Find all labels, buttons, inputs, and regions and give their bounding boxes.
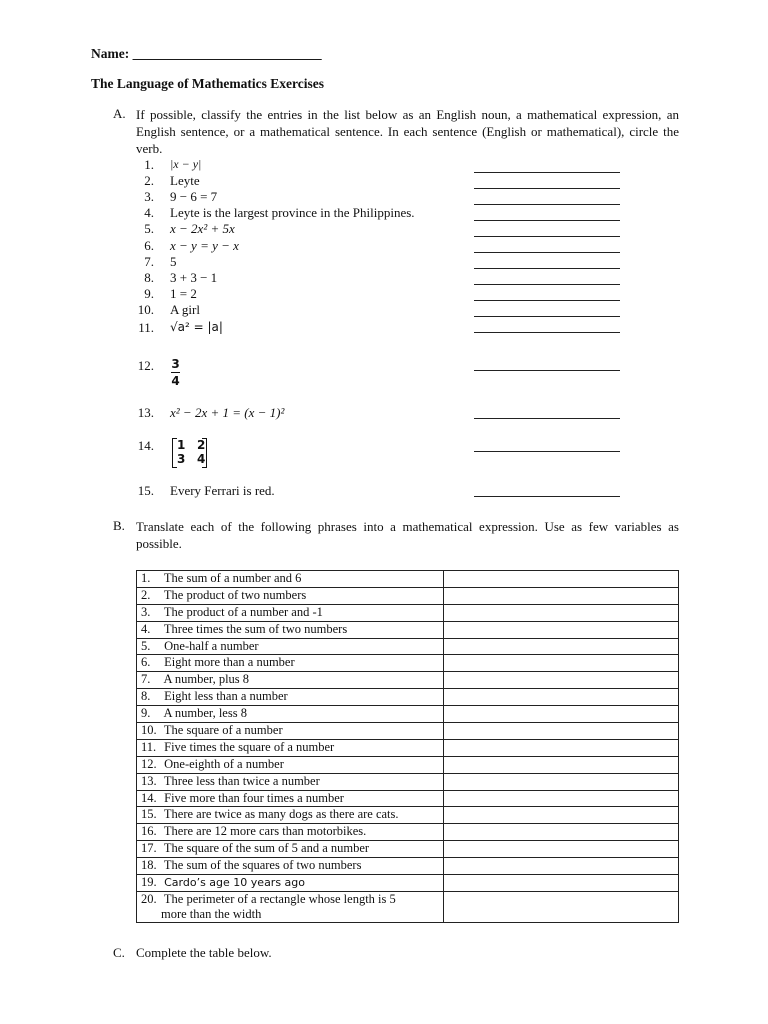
answer-line[interactable] [474,188,620,189]
matrix-cell: 4 [197,452,206,466]
answer-cell[interactable] [444,790,679,807]
matrix-cell: 1 [177,438,186,452]
fraction [171,357,180,389]
row-number: 1. [141,571,151,585]
answer-line[interactable] [474,332,620,333]
name-label: Name: ____________________________ [91,46,322,61]
phrase-text: A number, plus 8 [163,672,250,687]
phrase-text: Cardo’s age 10 years ago [164,876,306,890]
item-text: x² − 2x + 1 = (x − 1)² [170,405,285,420]
row-number: 18. [141,858,157,873]
item-number: 15. [137,483,154,498]
item-number: 9. [144,286,154,301]
row-number: 17. [141,841,157,856]
answer-line[interactable] [474,204,620,205]
phrase-cell [137,756,444,773]
phrase-cell [137,875,444,892]
page-title: The Language of Mathematics Exercises [91,76,324,91]
item-text: Leyte [170,173,200,188]
answer-cell[interactable] [444,773,679,790]
table-row [137,790,679,807]
row-number: 11. [141,739,157,754]
phrase-cell [137,858,444,875]
table-row [137,891,679,922]
item-text: A girl [170,302,200,317]
table-row [137,824,679,841]
item-number: 7. [144,254,154,269]
row-number: 2. [141,587,151,602]
answer-line[interactable] [474,172,620,173]
item-text: x − 2x² + 5x [170,221,235,236]
row-number: 9. [141,706,151,721]
row-number: 3. [141,604,151,619]
answer-line[interactable] [474,451,620,452]
phrase-text: The square of the sum of 5 and a number [163,841,370,856]
section-a-instructions: If possible, classify the entries in the list below as an English noun, a mathematical expression, an English sentence, or a mathematical sentence. In each sentence (English or mathematical), circle the verb. [136,107,679,156]
phrase-cell [137,638,444,655]
phrase-text: One-eighth of a number [164,756,284,771]
item-number: 5. [144,221,154,236]
row-number: 20. [141,891,157,906]
answer-cell[interactable] [444,706,679,723]
phrase-text: The product of a number and -1 [163,604,323,619]
item-number: 10. [137,302,154,317]
phrase-text: Eight less than a number [164,689,288,704]
answer-cell[interactable] [444,824,679,841]
table-row [137,841,679,858]
table-row [137,773,679,790]
answer-cell[interactable] [444,571,679,588]
phrase-text: Five more than four times a number [164,790,344,805]
table-row [137,723,679,740]
item-number: 4. [144,205,154,220]
answer-line[interactable] [474,418,620,419]
table-row [137,756,679,773]
table-row [137,739,679,756]
phrase-text: One-half a number [164,638,259,653]
phrase-cell [137,723,444,740]
item-number: 3. [144,189,154,204]
phrase-cell [137,655,444,672]
table-row [137,858,679,875]
table-row [137,807,679,824]
item-number: 12. [137,358,154,373]
section-c-instructions: Complete the table below. [136,945,272,960]
phrase-cell [137,672,444,689]
answer-cell[interactable] [444,875,679,892]
row-number: 4. [141,621,151,636]
table-row [137,706,679,723]
row-number: 15. [141,807,157,822]
item-text: 1 = 2 [170,286,197,301]
answer-line[interactable] [474,370,620,371]
table-row [137,672,679,689]
answer-line[interactable] [474,300,620,301]
row-number: 10. [141,723,157,738]
table-row [137,587,679,604]
phrase-text: There are 12 more cars than motorbikes. [163,824,367,839]
row-number: 12. [141,756,157,771]
phrase-cell [137,773,444,790]
matrix-cell: 2 [197,438,206,452]
answer-line[interactable] [474,268,620,269]
phrase-text: The square of a number [163,723,283,738]
section-b-instructions: Translate each of the following phrases into a mathematical expression. Use as few variables as possible. [136,519,679,551]
answer-cell[interactable] [444,739,679,756]
answer-cell[interactable] [444,672,679,689]
item-text: 5 [170,254,177,269]
phrase-text: The sum of a number and 6 [163,571,302,585]
fraction-denominator: 4 [171,374,180,388]
section-c-letter: C. [113,945,125,960]
item-text: 3 + 3 − 1 [170,270,218,285]
matrix-cell: 3 [177,452,186,466]
answer-cell[interactable] [444,841,679,858]
table-row [137,621,679,638]
table-row [137,875,679,892]
answer-cell[interactable] [444,655,679,672]
item-text: x − y = y − x [170,238,239,253]
item-number: 11. [138,320,154,335]
row-number: 6. [141,655,151,670]
section-a-letter: A. [113,106,126,121]
phrase-text: Three less than twice a number [163,773,320,788]
phrase-cell [137,807,444,824]
answer-line[interactable] [474,316,620,317]
answer-line[interactable] [474,236,620,237]
answer-line[interactable] [474,252,620,253]
section-b-letter: B. [113,518,125,533]
phrase-text: The perimeter of a rectangle whose length is 5 [163,891,396,906]
phrase-cell [137,790,444,807]
answer-cell[interactable] [444,858,679,875]
answer-line[interactable] [474,220,620,221]
phrase-cell [137,621,444,638]
translation-table [136,570,679,923]
item-text: Every Ferrari is red. [170,483,275,498]
table-row [137,655,679,672]
phrase-text: The sum of the squares of two numbers [163,858,362,873]
phrase-text: Three times the sum of two numbers [163,621,348,636]
item-number: 6. [144,238,154,253]
phrase-cell [137,739,444,756]
item-text: Leyte is the largest province in the Philippines. [170,205,415,220]
item-number: 2. [144,173,154,188]
phrase-cell [137,824,444,841]
item-text: 9 − 6 = 7 [170,189,218,204]
answer-cell[interactable] [444,587,679,604]
row-number: 5. [141,638,151,653]
answer-cell[interactable] [444,689,679,706]
answer-cell[interactable] [444,638,679,655]
fraction-numerator: 3 [171,357,180,371]
answer-line[interactable] [474,284,620,285]
phrase-cell [137,571,444,588]
phrase-cell [137,587,444,604]
phrase-cell [137,689,444,706]
phrase-cell [137,891,444,922]
item-math: √a² = |a| [170,320,223,334]
table-row [137,689,679,706]
phrase-text: Eight more than a number [164,655,295,670]
answer-cell[interactable] [444,604,679,621]
phrase-text: A number, less 8 [163,706,247,721]
phrase-cell [137,604,444,621]
phrase-cell [137,706,444,723]
phrase-text-continued: more than the width [161,906,262,921]
phrase-text: The product of two numbers [163,587,307,602]
item-number: 1. [144,157,154,172]
phrase-text: There are twice as many dogs as there are cats. [163,807,399,822]
item-text: |x − y| [170,157,202,171]
row-number: 7. [141,672,151,687]
matrix [172,438,208,468]
answer-cell[interactable] [444,807,679,824]
table-row [137,571,679,588]
table-row [137,604,679,621]
item-number: 13. [137,405,154,420]
answer-cell[interactable] [444,891,679,922]
table-row [137,638,679,655]
answer-cell[interactable] [444,621,679,638]
phrase-text: Five times the square of a number [164,739,335,754]
answer-line[interactable] [474,496,620,497]
row-number: 8. [141,689,151,704]
row-number: 13. [141,773,157,788]
row-number: 19. [141,875,157,890]
answer-cell[interactable] [444,756,679,773]
row-number: 14. [141,790,157,805]
answer-cell[interactable] [444,723,679,740]
row-number: 16. [141,824,157,839]
item-number: 8. [144,270,154,285]
phrase-cell [137,841,444,858]
item-number: 14. [137,438,154,453]
